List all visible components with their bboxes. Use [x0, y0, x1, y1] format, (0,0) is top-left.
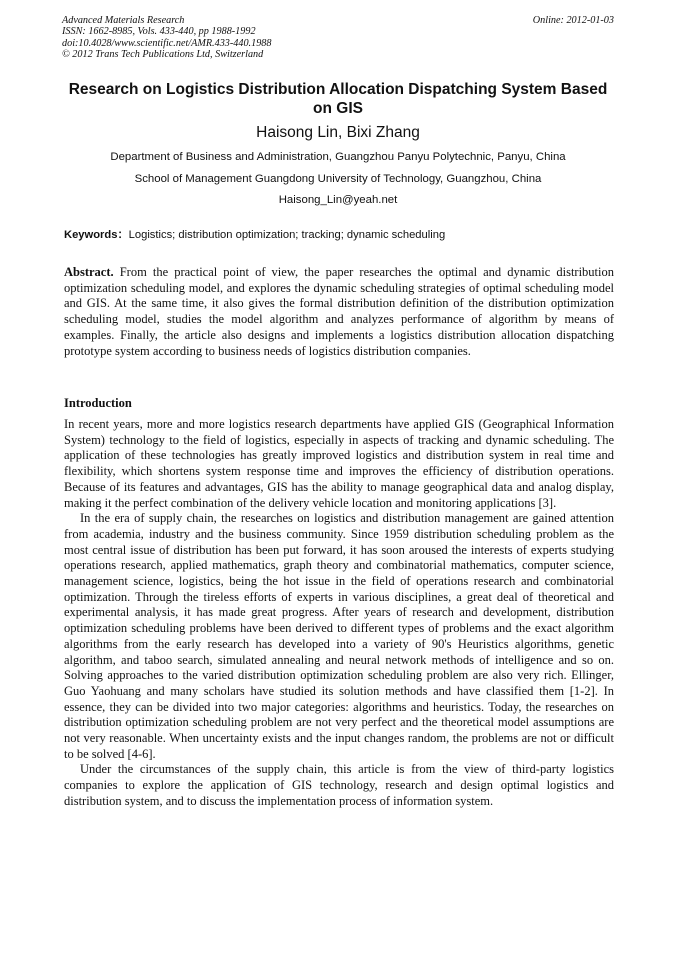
affiliation-2: School of Management Guangdong University of Technology, Guangzhou, China [134, 173, 542, 185]
keywords [64, 228, 445, 242]
author-email: Haisong_Lin@yeah.net [278, 194, 398, 206]
intro-paragraph-2: In the era of supply chain, the researches on logistics and distribution management are gained attention from academia, industry and the business community. Since 1959 distribution scheduling problem as the most central issue of distribution has been put forward, it has soon aroused the interests of experts studying operations research, applied mathematics, graph theory and combinatorial mathematics, computer science, management science, logistics, being the hot issue in the field of operations research and combinatorial optimization. Through the tireless efforts of experts in various disciplines, a great deal of theoretical and experimental analysis, it has made great progress. After years of research and development, distribution optimization scheduling problems have been derived to different types of problems and the exact algorithm algorithms from the early research has developed into a variety of 90's Heuristics algorithms, genetic algorithm, and taboo search, simulated annealing and neural network methods of intelligence and so on. Solving approaches to the varied distribution optimization scheduling problem are also very rich. Ellinger, Guo Yaohuang and many scholars have studied its solution methods and have classified them [1-2]. In essence, they can be divided into two major categories: algorithms and heuristics. Today, the researches on distribution optimization scheduling problem are not very perfect and the theoretical model assumptions are not very reasonable. When uncertainty exists and the input changes random, the problems are not or difficult to be solved [4-6]. [64, 511, 614, 761]
keywords-text: Logistics; distribution optimization; tracking; dynamic scheduling [128, 229, 446, 241]
intro-paragraph-3: Under the circumstances of the supply chain, this article is from the view of third-party logistics companies to explore the application of GIS technology, research and design optimal logistics and distribution system, and to discuss the implementation process of information system. [64, 762, 614, 808]
journal-copyright: © 2012 Trans Tech Publications Ltd, Switzerland [62, 49, 264, 61]
journal-header [62, 15, 271, 61]
journal-doi: doi:10.4028/www.scientific.net/AMR.433-440.1988 [62, 37, 272, 49]
affiliation-1: Department of Business and Administration, Guangzhou Panyu Polytechnic, Panyu, China [110, 151, 566, 163]
section-heading-introduction: Introduction [64, 396, 132, 410]
online-date: Online: 2012-01-03 [532, 15, 614, 26]
paper-title: Research on Logistics Distribution Allocation Dispatching System Based on GIS [68, 81, 608, 117]
keywords-label: Keywords： [64, 229, 129, 241]
journal-issn: ISSN: 1662-8985, Vols. 433-440, pp 1988-1992 [62, 26, 256, 38]
intro-paragraph-1: In recent years, more and more logistics research departments have applied GIS (Geographical Information System) technology to the field of logistics, especially in aspects of tracking and dynamic scheduling. The application of these technologies has greatly improved logistics and distribution system in real time and flexibility, which shortens system response time and improves the efficiency of distribution operations. Because of its features and advantages, GIS has the ability to manage geographical data and analog display, making it the perfect combination of the delivery vehicle location and monitoring applications [3]. [64, 417, 614, 510]
introduction-body [64, 417, 614, 810]
journal-name: Advanced Materials Research [62, 15, 185, 26]
abstract-label: Abstract. [64, 265, 114, 279]
paper-authors: Haisong Lin, Bixi Zhang [256, 124, 420, 141]
abstract-text: From the practical point of view, the paper researches the optimal and dynamic distribution optimization scheduling model, and explores the dynamic scheduling strategies of optimal scheduling model and GIS. At the same time, it also gives the formal distribution definition of the distribution optimization scheduling model, studies the model algorithm and analyzes performance of algorithm by means of examples. Finally, the article also designs and implements a logistics distribution allocation dispatching prototype system according to business needs of logistics distribution companies. [64, 265, 614, 358]
abstract [64, 265, 614, 359]
